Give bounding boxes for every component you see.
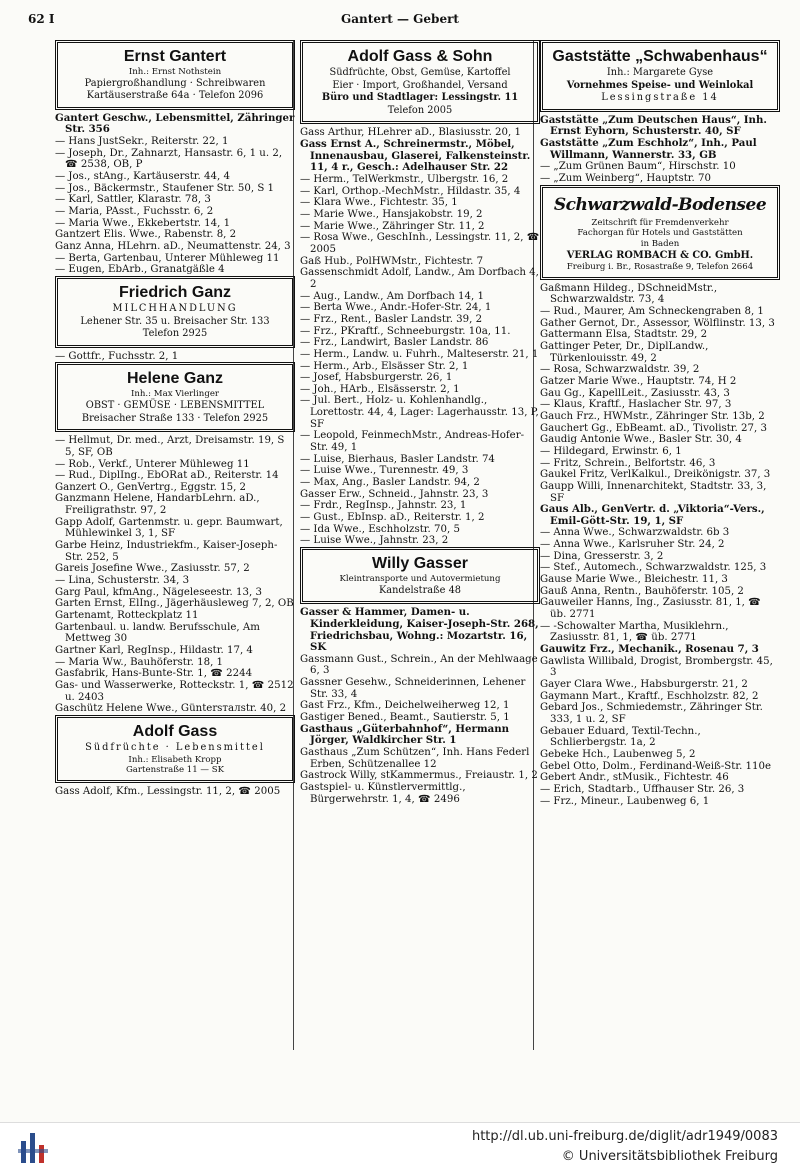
directory-entry: Gebauer Eduard, Textil-Techn., Schlierbergstr. 1a, 2 [540,725,701,749]
directory-entry: — Leopold, FeinmechMstr., Andreas-Hofer-Str. 49, 1 [300,430,525,454]
directory-entry: — „Zum Weinberg“, Hauptstr. 70 [540,173,712,185]
advertisement-line: Fachorgan für Hotels und Gaststätten [577,228,743,239]
directory-entry: Gasthaus „Zum Schützen“, Inh. Hans Federl Erben, Schützenallee 12 [300,747,530,770]
advertisement-box [540,185,780,280]
advertisement-name: Willy Gasser [372,555,468,572]
directory-entry: Gawlista Willibald, Drogist, Brombergstr. 45, 3 [540,655,773,679]
directory-entry: Gause Marie Wwe., Bleichestr. 11, 3 [540,574,728,586]
directory-entry: Gauch Frz., HWMstr., Zähringer Str. 13b, 2 [540,410,765,422]
directory-entry: Gartenamt, Rotteckplatz 11 [55,610,199,622]
advertisement-line: VERLAG ROMBACH & CO. GmbH. [566,249,754,261]
directory-entry: Gasthaus „Güterbahnhof“, Hermann Jörger, Waldkircher Str. 1 [300,722,510,747]
directory-entry: — Maria Ww., Bauhöferstr. 18, 1 [55,656,224,668]
directory-entry: Gassmann Gust., Schrein., An der Mehlwaage 6, 3 [300,653,538,677]
advertisement-name: Schwarzwald-Bodensee [553,194,767,215]
directory-entry: — Luise Wwe., Jahnstr. 23, 2 [300,535,449,547]
copyright-notice: © Universitätsbibliothek Freiburg [561,1149,778,1164]
directory-entry: Gartner Karl, RegInsp., Hildastr. 17, 4 [55,645,253,656]
directory-entry: Gastiger Bened., Beamt., Sautierstr. 5, 1 [300,712,510,724]
page-title: Gantert — Gebert [341,12,459,26]
directory-entry: Gebeke Hch., Laubenweg 5, 2 [540,748,696,760]
directory-entry: — Berta Wwe., Andr.-Hofer-Str. 24, 1 [300,302,492,314]
advertisement-line: Büro und Stadtlager: Lessingstr. 11 [321,92,519,104]
directory-entry: — Rud., Maurer, Am Schneckengraben 8, 1 [540,306,764,317]
advertisement-line: Vornehmes Speise- und Weinlokal [566,79,754,91]
directory-entry: — Marie Wwe., Hansjakobstr. 19, 2 [300,208,483,220]
directory-entry: Gauß Anna, Rentn., Bauhöferstr. 105, 2 [540,585,744,597]
advertisement-line: Inh.: Ernst Nothstein [128,67,222,77]
directory-entry: — Joh., HArb., Elsässerstr. 2, 1 [300,383,460,395]
directory-entry: — Hellmut, Dr. med., Arzt, Dreisamstr. 19, S 5, SF, OB [55,435,285,458]
advertisement-line: Inh.: Elisabeth Kropp [128,754,222,765]
directory-entry: Gass Ernst A., Schreinermstr., Möbel, Innenausbau, Glaserei, Falkensteinstr. 11, 4 r., Gesch.: Adelhauser Str. 22 [300,138,531,174]
column-3 [540,40,780,807]
directory-entry: Ganz Anna, HLehrn. aD., Neumattenstr. 24, 3 [55,241,291,252]
column-1 [55,40,295,797]
directory-entry: Ganzert O., GenVertrg., Eggstr. 15, 2 [55,481,247,493]
advertisement-box [55,276,295,348]
directory-entry: — Lina, Schusterstr. 34, 3 [55,575,190,587]
advertisement-line: OBST · GEMÜSE · LEBENSMITTEL [85,400,265,411]
advertisement-line: Inh.: Margarete Gyse [606,67,714,78]
directory-entry: — Jos., Bäckermstr., Staufener Str. 50, S 1 [55,182,275,194]
directory-entry: Garg Paul, kfmAng., Nägeleseestr. 13, 3 [55,586,262,598]
directory-entry: Gaststätte „Zum Eschholz“, Inh., Paul Willmann, Wannerstr. 33, GB [540,137,757,161]
directory-entry: — Luise Wwe., Turennestr. 49, 3 [300,465,469,477]
directory-entry: Gasser Erw., Schneid., Jahnstr. 23, 3 [300,488,489,500]
directory-entry: Gattermann Elsa, Stadtstr. 29, 2 [540,329,708,341]
advertisement-line: Breisacher Straße 133 · Telefon 2925 [81,412,269,424]
directory-entry: — -Schowalter Martha, Musiklehrn., Zasiusstr. 81, 1, ☎ üb. 2771 [540,620,729,644]
advertisement-line: MILCHHANDLUNG [112,302,238,314]
directory-entry: — Gust., EbInsp. aD., Reiterstr. 1, 2 [300,512,485,524]
advertisement-line: Telefon 2005 [387,104,453,116]
directory-entry: — Maria Wwe., Ekkebertstr. 14, 1 [55,217,231,229]
advertisement-name: Ernst Gantert [123,48,227,65]
directory-entry: — Jul. Bert., Holz- u. Kohlenhandlg., Lorettostr. 44, 4, Lager: Lagerhausstr. 13, P, SF [300,395,539,430]
directory-entry: — Luise, Bierhaus, Basler Landstr. 74 [300,453,495,465]
directory-entry: Gebard Jos., Schmiedemstr., Zähringer Str. 333, 1 u. 2, SF [540,702,763,725]
directory-entry: — Rud., DiplIng., EbORat aD., Reiterstr. 14 [55,470,279,482]
directory-entry: Gaschütz Helene Wwe., Güntersталstr. 40, 2 [55,703,287,715]
advertisement-box [300,40,540,124]
directory-entry: — Berta, Gartenbau, Unterer Mühleweg 11 [55,252,280,264]
directory-entry: — Karl, Sattler, Klarastr. 78, 3 [55,194,211,206]
directory-entry: — Herm., Arb., Elsässer Str. 2, 1 [300,360,469,372]
directory-entry: — Frz., PKraftf., Schneeburgstr. 10a, 11. [300,325,511,337]
directory-entry: Gartenbaul. u. landw. Berufsschule, Am Mettweg 30 [55,621,260,645]
directory-entry: — „Zum Grünen Baum“, Hirschstr. 10 [540,161,736,173]
directory-entry: — Frz., Rent., Basler Landstr. 39, 2 [300,313,483,325]
directory-entry: — Gottfr., Fuchsstr. 2, 1 [55,350,179,362]
directory-entry: — Marie Wwe., Zähringer Str. 11, 2 [300,220,485,232]
advertisement-line: Telefon 2925 [142,328,208,340]
directory-entry: — Max, Ang., Basler Landstr. 94, 2 [300,477,480,489]
page-number: 62 I [28,12,55,26]
page-header [22,12,778,34]
source-url[interactable]: http://dl.ub.uni-freiburg.de/diglit/adr1949/0083 [471,1129,778,1144]
directory-entry: Gather Gernot, Dr., Assessor, Wölflinstr. 13, 3 [540,317,775,329]
advertisement-box [55,715,295,783]
advertisement-line: Lessingstraße 14 [601,92,719,104]
advertisement-name: Helene Ganz [126,370,224,388]
advertisement-line: Südfrüchte, Obst, Gemüse, Kartoffel [329,67,511,78]
advertisement-line: Eier · Import, Großhandel, Versand [332,79,508,91]
directory-entry: Gaus Alb., GenVertr. d. „Viktoria“-Vers., Emil-Gött-Str. 19, 1, SF [540,503,765,527]
directory-entry: Gassner Gesehw., Schneiderinnen, Lehener Str. 33, 4 [300,677,526,700]
advertisement-box [55,362,295,432]
directory-entry: Gas- und Wasserwerke, Rotteckstr. 1, ☎ 2512 u. 2403 [55,679,294,703]
advertisement-line: Kandelstraße 48 [378,584,462,596]
directory-entry: Gastspiel- u. Künstlervermittlg., Bürgerwehrstr. 1, 4, ☎ 2496 [300,782,466,805]
directory-entry: — Herm., Landw. u. Fuhrh., Malteserstr. 21, 1 [300,348,539,360]
directory-entry: — Ida Wwe., Eschholzstr. 70, 5 [300,523,460,535]
directory-entry: — Rosa Wwe., GeschInh., Lessingstr. 11, 2, ☎ 2005 [300,232,540,255]
advertisement-line: Papiergroßhandlung · Schreibwaren [84,77,266,89]
directory-entry: — Stef., Automech., Schwarzwaldstr. 125, 3 [540,562,767,574]
directory-entry: Gapp Adolf, Gartenmstr. u. gepr. Baumwart, Mühlewinkel 3, 1, SF [55,516,283,540]
footer [0,1122,800,1173]
directory-entry: — Erich, Stadtarb., Uffhauser Str. 26, 3 [540,783,745,795]
directory-entry: — Karl, Orthop.-MechMstr., Hildastr. 35, 4 [300,185,521,197]
advertisement-line: Inh.: Max Vierlinger [130,389,220,400]
directory-entry: Gaudig Antonie Wwe., Basler Str. 30, 4 [540,434,742,446]
advertisement-name: Adolf Gass & Sohn [347,48,493,65]
directory-entry: — Rob., Verkf., Unterer Mühleweg 11 [55,458,250,470]
advertisement-box [55,40,295,110]
directory-entry: Gasfabrik, Hans-Bunte-Str. 1, ☎ 2244 [55,668,253,680]
directory-entry: Gauwitz Frz., Mechanik., Rosenau 7, 3 [540,643,759,656]
advertisement-name: Gaststätte „Schwabenhaus“ [552,48,768,65]
directory-entry: — Frz., Landwirt, Basler Landstr. 86 [300,337,489,349]
advertisement-line: Kartäuserstraße 64a · Telefon 2096 [86,90,264,102]
advertisement-line: Kleintransporte und Autovermietung [339,574,501,584]
advertisement-line: Lehener Str. 35 u. Breisacher Str. 133 [80,315,270,327]
directory-entry: Gassenschmidt Adolf, Landw., Am Dorfbach 4, 2 [300,267,539,290]
directory-entry: — Hildegard, Erwinstr. 6, 1 [540,445,682,457]
directory-entry: Gaß Hub., PolHWMstr., Fichtestr. 7 [300,255,484,267]
directory-entry: Gass Adolf, Kfm., Lessingstr. 11, 2, ☎ 2005 [55,785,281,797]
directory-entry: Gauweiler Hanns, Ing., Zasiusstr. 81, 1, ☎ üb. 2771 [540,597,761,621]
directory-entry: — Klaus, Kraftf., Haslacher Str. 97, 3 [540,399,732,411]
directory-entry: — Frdr., RegInsp., Jahnstr. 23, 1 [300,500,467,512]
directory-entry: Gasser & Hammer, Damen- u. Kinderkleidung, Kaiser-Joseph-Str. 268, Friedrichsbau, Wohng.: Mozartstr. 16, SK [300,606,539,654]
directory-entry: — Anna Wwe., Karlsruher Str. 24, 2 [540,539,725,551]
directory-entry: — Hans JustSekr., Reiterstr. 22, 1 [55,136,229,148]
advertisement-line: Südfrüchte · Lebensmittel [85,741,265,753]
directory-entry: Gau Gg., KapellLeit., Zasiusstr. 43, 3 [540,387,730,399]
advertisement-box [540,40,780,112]
directory-entry: Gareis Josefine Wwe., Zasiusstr. 57, 2 [55,563,250,575]
directory-entry: Gebert Andr., stMusik., Fichtestr. 46 [540,772,729,784]
directory-entry: — Rosa, Schwarzwaldstr. 39, 2 [540,364,700,376]
directory-entry: — Fritz, Schrein., Belfortstr. 46, 3 [540,457,716,469]
advertisement-line: Gartenstraße 11 — SK [125,765,225,776]
advertisement-line: Freiburg i. Br., Rosastraße 9, Telefon 2664 [566,262,754,273]
directory-entry: Gattinger Peter, Dr., DiplLandw., Türkenlouisstr. 49, 2 [540,340,709,364]
directory-entry: — Frz., Mineur., Laubenweg 6, 1 [540,795,710,807]
column-2 [300,40,540,805]
advertisement-line: Zeitschrift für Fremdenverkehr [591,217,729,228]
directory-entry: Gayer Clara Wwe., Habsburgerstr. 21, 2 [540,679,748,690]
directory-entry: Gebel Otto, Dolm., Ferdinand-Weiß-Str. 110e [540,760,772,772]
directory-entry: — Herm., TelWerkmstr., Ulbergstr. 16, 2 [300,174,509,185]
advertisement-line: in Baden [640,238,680,249]
directory-entry: — Dina, Gresserstr. 3, 2 [540,550,664,562]
directory-entry: — Maria, PAsst., Fuchsstr. 6, 2 [55,206,214,218]
directory-entry: Gast Frz., Kfm., Deichelweiherweg 12, 1 [300,700,510,712]
directory-entry: — Josef, Habsburgerstr. 26, 1 [300,372,453,384]
directory-entry: — Jos., stAng., Kartäuserstr. 44, 4 [55,171,230,183]
directory-entry: — Klara Wwe., Fichtestr. 35, 1 [300,197,458,209]
advertisement-box [300,547,540,604]
directory-entry: Ganzmann Helene, HandarbLehrn. aD., Freiligrathstr. 97, 2 [55,493,260,517]
directory-entry: Gaukel Fritz, VerlKalkul., Dreikönigstr. 37, 3 [540,469,771,481]
directory-entry: Gaßmann Hildeg., DSchneidMstr., Schwarzwaldstr. 73, 4 [540,282,718,306]
advertisement-name: Adolf Gass [132,722,218,740]
directory-entry: — Joseph, Dr., Zahnarzt, Hansastr. 6, 1 u. 2, ☎ 2538, OB, P [55,147,283,171]
directory-entry: Garten Ernst, ElIng., Jägerhäusleweg 7, 2, OB [55,598,294,610]
directory-entry: Gaymann Mart., Kraftf., Eschholzstr. 82, 2 [540,690,759,702]
directory-entry: Gaststätte „Zum Deutschen Haus“, Inh. Ernst Eyhorn, Schusterstr. 40, SF [540,113,767,138]
directory-entry: — Eugen, EbArb., Granatgäßle 4 [55,264,225,276]
directory-entry: — Aug., Landw., Am Dorfbach 14, 1 [300,290,484,302]
directory-entry: Gass Arthur, HLehrer aD., Blasiusstr. 20, 1 [300,127,521,139]
directory-entry: Garbe Heinz, Industriekfm., Kaiser-Joseph-Str. 252, 5 [55,540,278,563]
directory-entry: Gastrock Willy, stKammermus., Freiaustr. 1, 2 [300,770,538,782]
directory-entry: Gantert Geschw., Lebensmittel, Zähringer Str. 356 [55,111,295,136]
directory-entry: Gaupp Willi, Innenarchitekt, Stadtstr. 33, 3, SF [540,480,767,504]
directory-entry: Gatzer Marie Wwe., Hauptstr. 74, H 2 [540,375,737,387]
advertisement-name: Friedrich Ganz [118,283,232,301]
directory-entry: — Anna Wwe., Schwarzwaldstr. 6b 3 [540,527,730,539]
directory-entry: Gauchert Gg., EbBeamt. aD., Tivolistr. 27, 3 [540,422,767,434]
directory-entry: Gantzert Elis. Wwe., Rabenstr. 8, 2 [55,229,237,241]
library-logo-icon [18,1127,52,1167]
